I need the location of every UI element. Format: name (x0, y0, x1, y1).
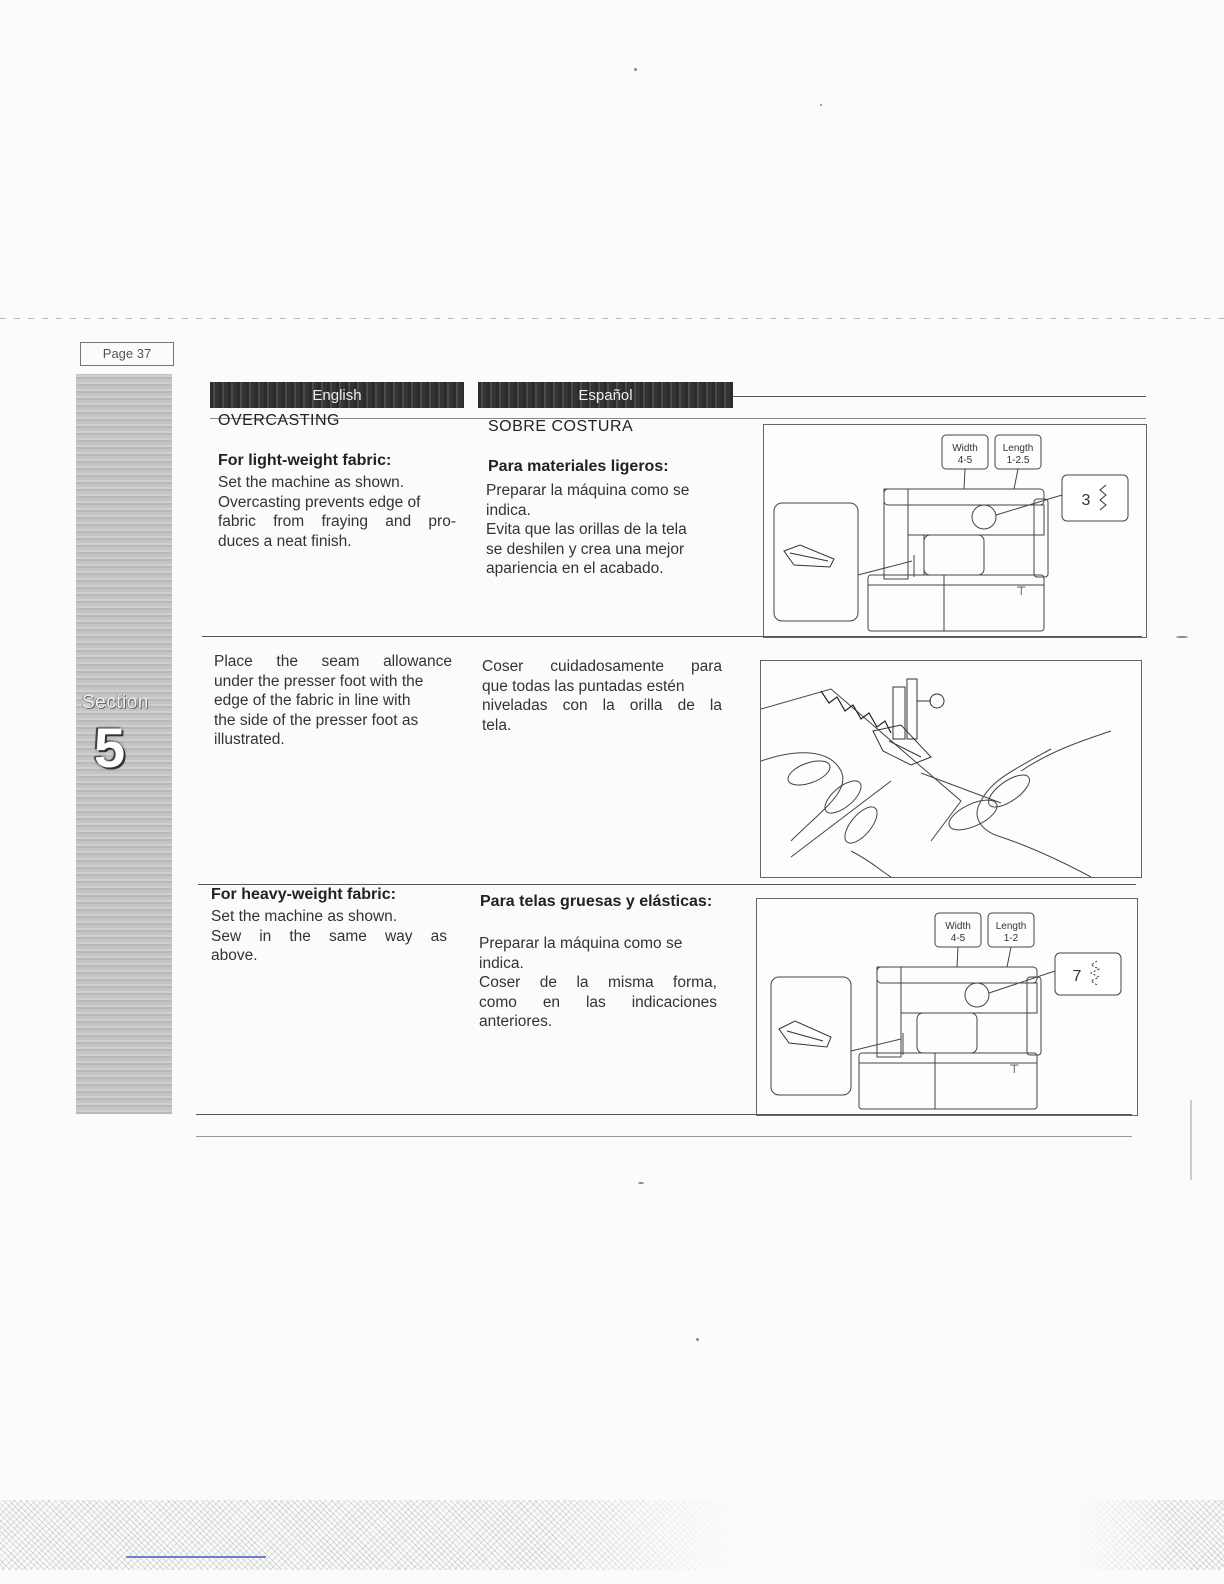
pattern-number: 3 (1081, 492, 1091, 509)
text-line: fabric from fraying and pro- (218, 513, 456, 530)
length-value: 1-2.5 (1006, 455, 1030, 466)
heavy-fabric-text-en (211, 907, 447, 966)
text-line: Preparar la máquina como se (479, 935, 683, 952)
text-line: Coser cuidadosamente para (482, 658, 722, 675)
text-line: illustrated. (214, 731, 285, 748)
text-line: apariencia en el acabado. (486, 560, 664, 577)
english-language-tab: English (210, 382, 464, 408)
text-line: que todas las puntadas estén (482, 677, 685, 695)
text-line: Preparar la máquina como se (486, 482, 690, 499)
text-line: under the presser foot with the (214, 672, 424, 690)
text-line: como en las indicaciones (479, 993, 717, 1011)
bottom-rule-2 (196, 1136, 1132, 1137)
length-value: 1-2 (1003, 933, 1019, 944)
text-line: Coser de la misma forma, (479, 974, 717, 991)
text-line: se deshilen y crea una mejor (486, 540, 685, 558)
text-line: Set the machine as shown. (211, 908, 398, 925)
length-label: Length (995, 921, 1027, 932)
text-line: Evita que las orillas de la tela (486, 521, 687, 538)
light-fabric-text-en (218, 473, 456, 551)
scan-noise-band (0, 1500, 1224, 1570)
scan-speck (638, 1182, 644, 1184)
header-rule (733, 396, 1146, 397)
text-line: Set the machine as shown. (218, 474, 405, 491)
section-divider-2 (198, 884, 1136, 885)
text-line: niveladas con la orilla de la (482, 697, 722, 714)
page-number-label: Page 37 (80, 342, 174, 366)
section-tab-word: Section (82, 692, 149, 713)
scan-speck (820, 104, 822, 106)
scan-artifact-blue-line (126, 1556, 266, 1558)
bottom-rule (196, 1114, 1132, 1115)
scan-artifact-line (0, 318, 1224, 319)
width-label: Width (945, 921, 971, 932)
length-label: Length (1002, 443, 1034, 454)
section-divider-1 (202, 636, 1142, 637)
svg-text:⊤: ⊤ (1016, 584, 1027, 598)
text-line: Place the seam allowance (214, 653, 452, 670)
scan-speck (634, 68, 637, 71)
scan-speck (696, 1338, 699, 1341)
width-value: 4-5 (950, 933, 966, 944)
spanish-language-tab: Español (478, 382, 733, 408)
scan-speck (1176, 636, 1188, 638)
text-line: indica. (486, 501, 531, 519)
text-line: anteriores. (479, 1013, 553, 1030)
pattern-number: 7 (1072, 968, 1082, 985)
light-fabric-subheading-es: Para materiales ligeros: (488, 458, 669, 475)
heavy-fabric-subheading-en: For heavy-weight fabric: (211, 886, 396, 903)
text-line: indica. (479, 954, 524, 972)
header-underline (210, 418, 1146, 419)
scan-edge-mark (1190, 1100, 1192, 1180)
text-line: edge of the fabric in line with (214, 692, 411, 709)
text-line: tela. (482, 716, 512, 734)
svg-text:⊤: ⊤ (1009, 1062, 1020, 1076)
text-line: above. (211, 947, 258, 964)
seam-placement-text-es (482, 657, 722, 735)
width-value: 4-5 (957, 455, 973, 466)
overcasting-heading-es: SOBRE COSTURA (488, 418, 634, 435)
machine-setting-illustration-heavy (756, 898, 1138, 1116)
text-line: the side of the presser foot as (214, 711, 419, 729)
light-fabric-subheading-en: For light-weight fabric: (218, 452, 392, 469)
presser-foot-sewing-illustration (760, 660, 1142, 878)
text-line: duces a neat finish. (218, 532, 352, 550)
text-line: Overcasting prevents edge of (218, 493, 421, 511)
heavy-fabric-subheading-es: Para telas gruesas y elásticas: (480, 893, 713, 910)
heavy-fabric-text-es (479, 934, 717, 1032)
section-tab-number: 5 (94, 716, 126, 779)
width-label: Width (952, 443, 978, 454)
text-line: Sew in the same way as (211, 927, 447, 945)
light-fabric-text-es (486, 481, 726, 579)
overcasting-heading-en: OVERCASTING (218, 412, 340, 429)
seam-placement-text-en (214, 652, 452, 750)
machine-setting-illustration-light (763, 424, 1147, 638)
